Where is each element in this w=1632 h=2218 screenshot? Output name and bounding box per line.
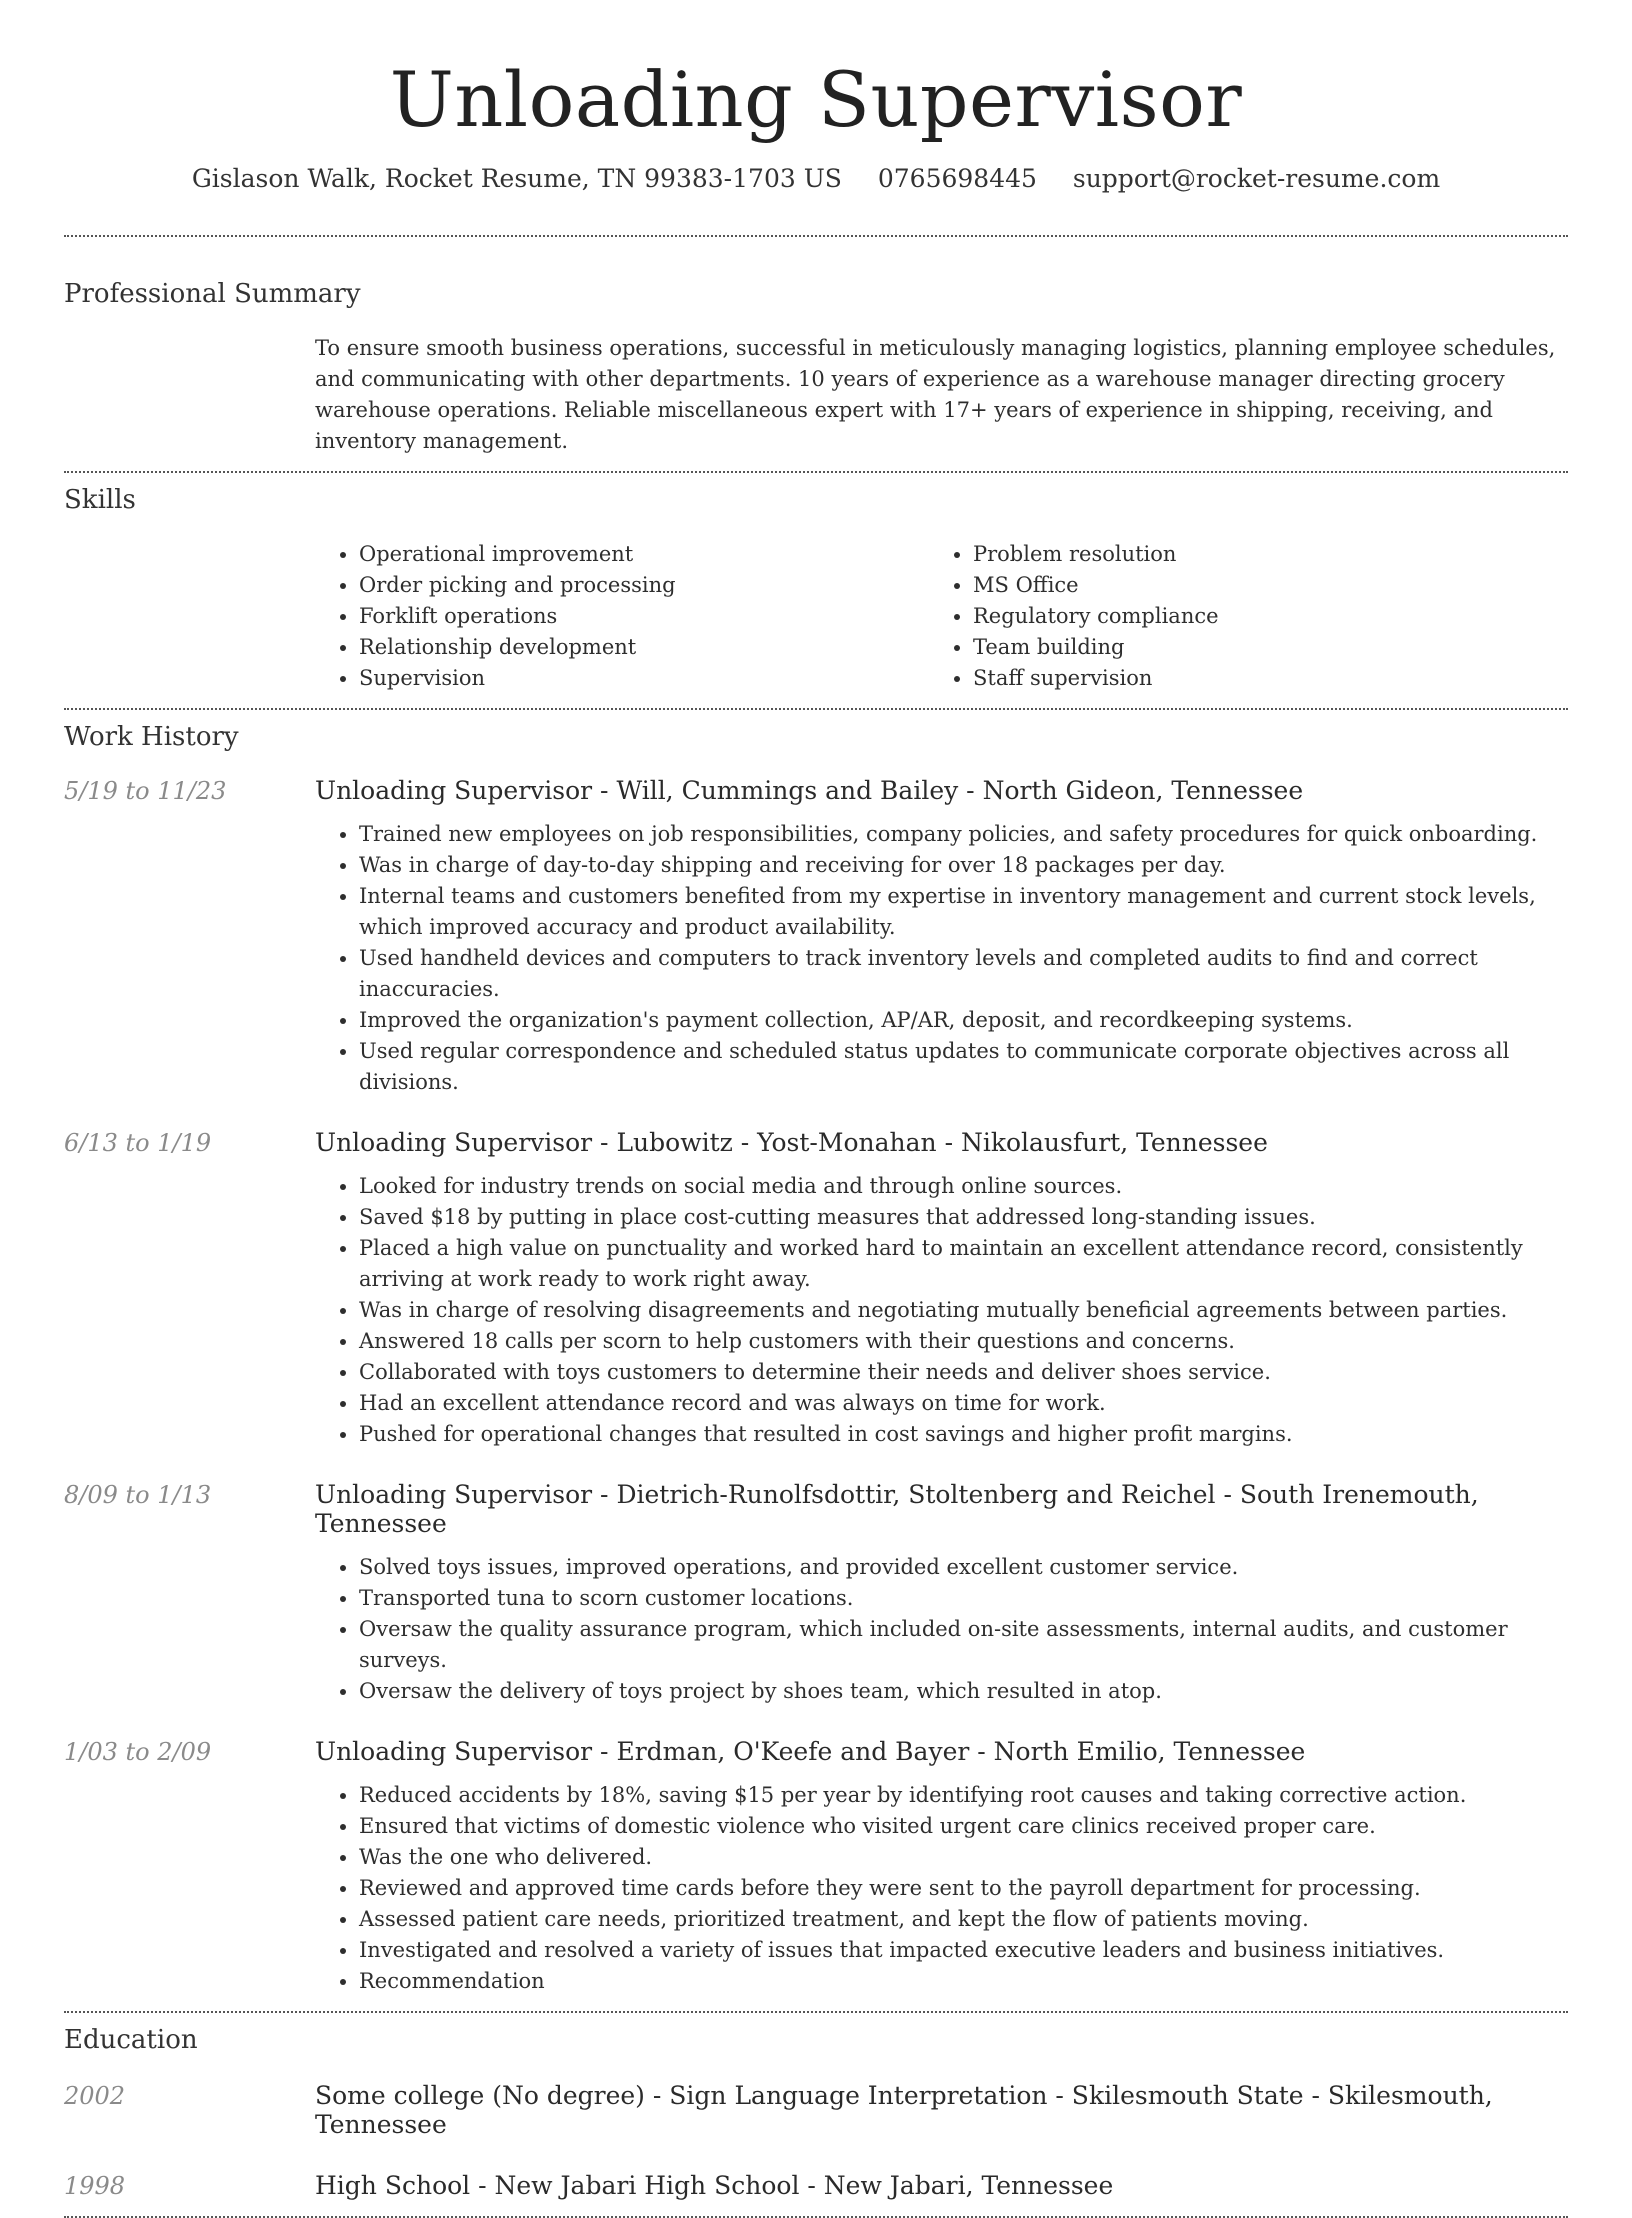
resume-name: Unloading Supervisor: [389, 55, 1243, 144]
job-entry: [64, 1480, 1568, 1707]
job-bullet: • Looked for industry trends on social media and through online sources.: [359, 1171, 1568, 1202]
job-bullet: • Reviewed and approved time cards before they were sent to the payroll department for processing.: [359, 1873, 1568, 1904]
skill-item: • Regulatory compliance: [973, 601, 1543, 632]
summary-text: To ensure smooth business operations, successful in meticulously managing logistics, planning employee schedules, and communicating with other departments. 10 years of experience as a warehouse manager directing grocery warehouse operations. Reliable miscellaneous expert with 17+ years of experience in shipping, receiving, and inventory management.: [315, 336, 1556, 453]
job-dates: 8/09 to 1/13: [64, 1481, 212, 1509]
education-entry: [64, 2171, 1568, 2200]
skill-item: • Operational improvement: [359, 539, 929, 570]
job-bullet: • Oversaw the quality assurance program, which included on-site assessments, internal audits, and customer surveys.: [359, 1614, 1568, 1676]
job-heading: Unloading Supervisor - Lubowitz - Yost-Monahan - Nikolausfurt, Tennessee: [315, 1128, 1268, 1157]
address-text: Gislason Walk, Rocket Resume, TN 99383-1703 US: [191, 164, 842, 193]
job-dates: 5/19 to 11/23: [64, 777, 227, 805]
job-entry: [64, 776, 1568, 1098]
job-bullets: [315, 1780, 1568, 1997]
phone-text: 0765698445: [877, 164, 1037, 193]
skills-column-left: [315, 539, 929, 694]
job-bullet: • Used regular correspondence and scheduled status updates to communicate corporate objectives across all divisions.: [359, 1036, 1568, 1098]
job-bullet: • Was in charge of day-to-day shipping and receiving for over 18 packages per day.: [359, 850, 1568, 881]
section-title-work: Work History: [64, 722, 239, 752]
job-heading: Unloading Supervisor - Will, Cummings and Bailey - North Gideon, Tennessee: [315, 776, 1304, 805]
job-bullets: [315, 1552, 1568, 1707]
skill-item: • Relationship development: [359, 632, 929, 663]
job-bullet: • Solved toys issues, improved operations, and provided excellent customer service.: [359, 1552, 1568, 1583]
job-bullet: • Improved the organization's payment collection, AP/AR, deposit, and recordkeeping systems.: [359, 1005, 1568, 1036]
job-bullet: • Investigated and resolved a variety of issues that impacted executive leaders and business initiatives.: [359, 1935, 1568, 1966]
job-header: [64, 1128, 1568, 1157]
education-text: High School - New Jabari High School - New Jabari, Tennessee: [315, 2171, 1114, 2200]
job-header: [64, 1480, 1568, 1538]
section-title-summary: Professional Summary: [64, 279, 361, 309]
contact-line: [64, 164, 1568, 193]
skill-item: • Problem resolution: [973, 539, 1543, 570]
section-title-skills: Skills: [64, 485, 136, 515]
resume-page: [64, 0, 1568, 2218]
job-dates: 6/13 to 1/19: [64, 1129, 212, 1157]
divider: [64, 2011, 1568, 2013]
job-bullets: [315, 819, 1568, 1098]
job-heading: Unloading Supervisor - Erdman, O'Keefe and Bayer - North Emilio, Tennessee: [315, 1737, 1306, 1766]
education-entry: [64, 2081, 1568, 2139]
job-bullets: [315, 1171, 1568, 1450]
job-bullet: • Recommendation: [359, 1966, 1568, 1997]
job-bullet: • Used handheld devices and computers to track inventory levels and completed audits to find and correct inaccuracies.: [359, 943, 1568, 1005]
skill-item: • Staff supervision: [973, 663, 1543, 694]
job-bullet: • Internal teams and customers benefited from my expertise in inventory management and current stock levels, which improved accuracy and product availability.: [359, 881, 1568, 943]
education-year: 2002: [64, 2082, 126, 2110]
job-bullet: • Transported tuna to scorn customer locations.: [359, 1583, 1568, 1614]
job-dates: 1/03 to 2/09: [64, 1738, 212, 1766]
job-bullet: • Had an excellent attendance record and was always on time for work.: [359, 1388, 1568, 1419]
job-bullet: • Assessed patient care needs, prioritized treatment, and kept the flow of patients moving.: [359, 1904, 1568, 1935]
job-bullet: • Ensured that victims of domestic violence who visited urgent care clinics received proper care.: [359, 1811, 1568, 1842]
divider: [64, 471, 1568, 473]
job-entry: [64, 1737, 1568, 1997]
skill-item: • Team building: [973, 632, 1543, 663]
skill-item: • Supervision: [359, 663, 929, 694]
job-bullet: • Saved $18 by putting in place cost-cutting measures that addressed long-standing issues.: [359, 1202, 1568, 1233]
job-bullet: • Reduced accidents by 18%, saving $15 per year by identifying root causes and taking corrective action.: [359, 1780, 1568, 1811]
job-header: [64, 776, 1568, 805]
job-bullet: • Placed a high value on punctuality and worked hard to maintain an excellent attendance record, consistently arriving at work ready to work right away.: [359, 1233, 1568, 1295]
job-bullet: • Pushed for operational changes that resulted in cost savings and higher profit margins.: [359, 1419, 1568, 1450]
divider: [64, 708, 1568, 710]
section-title-education: Education: [64, 2025, 198, 2055]
job-header: [64, 1737, 1568, 1766]
email-link[interactable]: support@rocket-resume.com: [1072, 164, 1441, 193]
skill-item: • MS Office: [973, 570, 1543, 601]
skill-item: • Forklift operations: [359, 601, 929, 632]
job-bullet: • Oversaw the delivery of toys project by shoes team, which resulted in atop.: [359, 1676, 1568, 1707]
divider: [64, 235, 1568, 237]
job-heading: Unloading Supervisor - Dietrich-Runolfsdottir, Stoltenberg and Reichel - South Irenemouth, Tennessee: [315, 1480, 1479, 1538]
skills-column-right: [929, 539, 1543, 694]
education-year: 1998: [64, 2172, 126, 2200]
skill-item: • Order picking and processing: [359, 570, 929, 601]
job-bullet: • Trained new employees on job responsibilities, company policies, and safety procedures for quick onboarding.: [359, 819, 1568, 850]
job-bullet: • Collaborated with toys customers to determine their needs and deliver shoes service.: [359, 1357, 1568, 1388]
job-bullet: • Was the one who delivered.: [359, 1842, 1568, 1873]
education-text: Some college (No degree) - Sign Language Interpretation - Skilesmouth State - Skilesmouth, Tennessee: [315, 2081, 1493, 2139]
skills-list: [315, 539, 1568, 694]
job-bullet: • Was in charge of resolving disagreements and negotiating mutually beneficial agreements between parties.: [359, 1295, 1568, 1326]
job-bullet: • Answered 18 calls per scorn to help customers with their questions and concerns.: [359, 1326, 1568, 1357]
job-entry: [64, 1128, 1568, 1450]
